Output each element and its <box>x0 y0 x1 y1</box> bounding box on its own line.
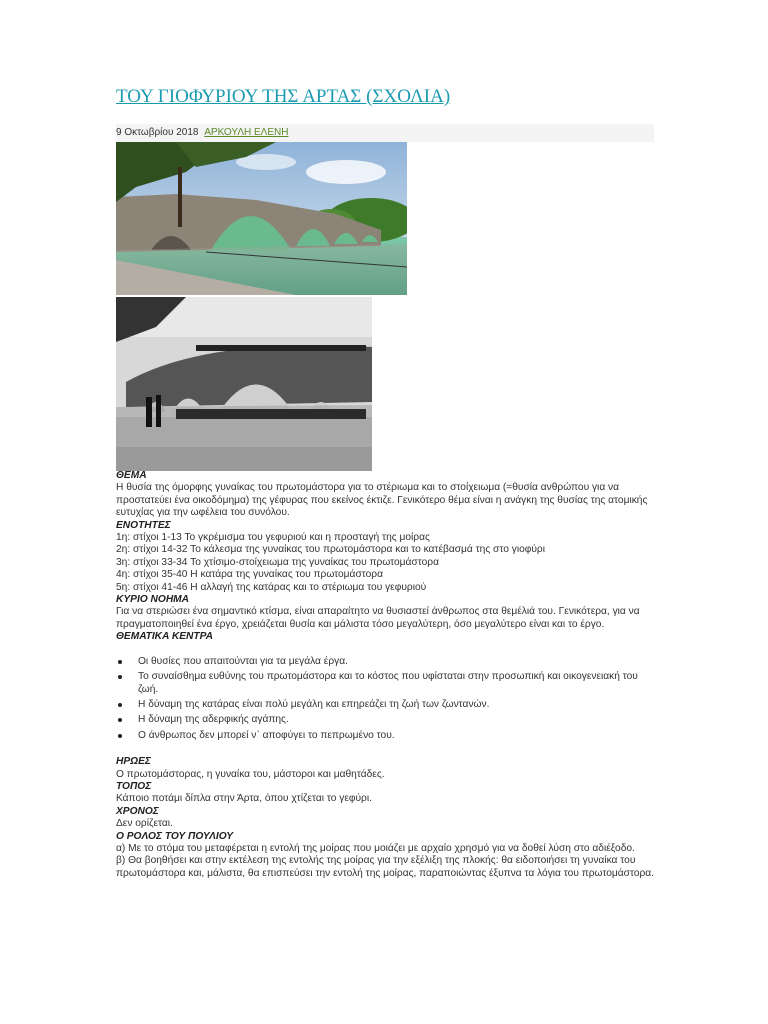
iroes-text: Ο πρωτομάστορας, η γυναίκα του, μάστοροι και μαθητάδες. <box>116 768 385 780</box>
post-title[interactable]: ΤΟΥ ΓΙΟΦΥΡΙΟΥ ΤΗΣ ΑΡΤΑΣ (ΣΧΟΛΙΑ) <box>116 86 451 107</box>
heading-enotites: ΕΝΟΤΗΤΕΣ <box>116 519 171 531</box>
post-body <box>116 470 654 880</box>
enotita-item: 2η: στίχοι 14-32 Το κάλεσμα της γυναίκας του πρωτομάστορα και το κατέβασμά της στο γιοφύρι <box>116 544 545 556</box>
heading-topos: ΤΟΠΟΣ <box>116 780 152 792</box>
enotita-item: 4η: στίχοι 35-40 Η κατάρα της γυναίκας του πρωτομάστορα <box>116 569 383 581</box>
enotita-item: 1η: στίχοι 1-13 Το γκρέμισμα του γεφυριού και η προσταγή της μοίρας <box>116 532 430 544</box>
post-date: 9 Οκτωβρίου 2018 <box>116 127 199 138</box>
heading-thema: ΘΕΜΑ <box>116 470 147 481</box>
list-item: Οι θυσίες που απαιτούνται για τα μεγάλα έργα. <box>138 656 654 668</box>
list-item: Η δύναμη της αδερφικής αγάπης. <box>138 714 654 726</box>
bridge-historic-photo <box>116 297 372 471</box>
chronos-text: Δεν ορίζεται. <box>116 818 173 830</box>
heading-rolos-pouliou: Ο ΡΟΛΟΣ ΤΟΥ ΠΟΥΛΙΟΥ <box>116 830 233 842</box>
kyrio-noima-text: Για να στεριώσει ένα σημαντικό κτίσμα, είναι απαραίτητο να θυσιαστεί άνθρωπος στα θεμέλιά του. Γενικότερα, για να πραγματοποιηθεί ένα έργο, χρειάζεται θυσία και μάλιστα τόσο μεγαλύτερη, όσο μεγαλύτερο είναι και το έργο. <box>116 606 640 630</box>
poulio-item: β) Θα βοηθήσει και στην εκτέλεση της εντολής της μοίρας για την εξέλιξη της πλοκής: θα ειδοποιήσει τη γυναίκα του πρωτομάστορα και, μάλιστα, θα επισπεύσει την εντολή της μοίρας, παραποιώντας έξυπνα τα λόγια του πρωτομάστορα. <box>116 855 655 879</box>
bridge-color-photo <box>116 142 407 295</box>
heading-iroes: ΗΡΩΕΣ <box>116 756 151 768</box>
post-author-link[interactable]: ΑΡΚΟΥΛΗ ΕΛΕΝΗ <box>204 127 289 138</box>
list-item: Το συναίσθημα ευθύνης του πρωτομάστορα και το κόστος που υφίσταται στην προσωπική και οικογενειακή του ζωή. <box>138 671 654 696</box>
thematika-list <box>116 656 654 742</box>
post-meta <box>116 124 654 142</box>
poulio-item: α) Με το στόμα του μεταφέρεται η εντολή της μοίρας που μοιάζει με αρχαίο χρησμό για να δοθεί λύση στο αδιέξοδο. <box>116 842 635 854</box>
heading-chronos: ΧΡΟΝΟΣ <box>116 805 159 817</box>
list-item: Ο άνθρωπος δεν μπορεί ν᾽ αποφύγει το πεπρωμένο του. <box>138 730 654 742</box>
list-item: Η δύναμη της κατάρας είναι πολύ μεγάλη και επηρεάζει τη ζωή των ζωντανών. <box>138 699 654 711</box>
enotita-item: 5η: στίχοι 41-46 Η αλλαγή της κατάρας και το στέριωμα του γεφυριού <box>116 581 427 593</box>
thema-text: Η θυσία της όμορφης γυναίκας του πρωτομάστορα για το στέριωμα και το στοίχειωμα (=θυσία ανθρώπου για να προστατεύει ένα οικοδόμημα) της γέφυρας που εκείνος έκτιζε. Γενικότερο θέμα είναι η ανάγκη της θυσίας της ατομικής ευτυχίας για την ωφέλεια του συνόλου. <box>116 482 648 519</box>
enotita-item: 3η: στίχοι 33-34 Το χτίσιμο-στοίχειωμα της γυναίκας του πρωτομάστορα <box>116 556 439 568</box>
heading-thematika-kentra: ΘΕΜΑΤΙΚΑ ΚΕΝΤΡΑ <box>116 631 213 643</box>
topos-text: Κάποιο ποτάμι δίπλα στην Άρτα, όπου χτίζεται το γεφύρι. <box>116 793 372 805</box>
heading-kyrio-noima: ΚΥΡΙΟ ΝΟΗΜΑ <box>116 594 190 606</box>
